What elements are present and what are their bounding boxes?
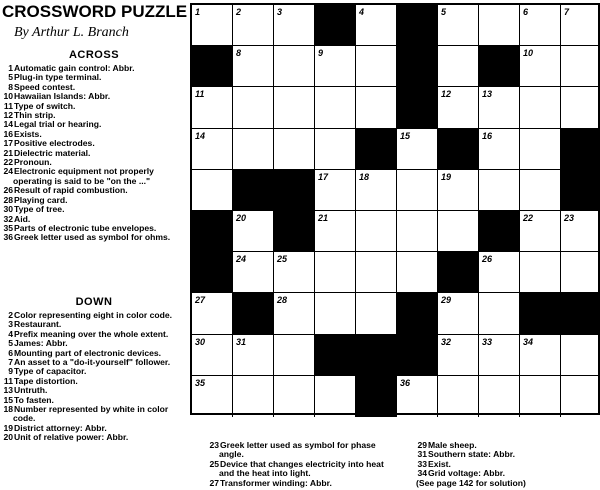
across-list (2, 64, 186, 243)
black-square (274, 211, 315, 252)
cell-number: 14 (195, 130, 206, 141)
cell-number: 36 (400, 377, 411, 388)
clue-number: 19 (3, 422, 13, 433)
clue-text: To fasten. (14, 394, 54, 405)
clue-number: 17 (3, 138, 13, 149)
clue-text: Color representing eight in color code. (14, 310, 173, 320)
grid-cell[interactable] (274, 335, 315, 376)
cell-number: 27 (195, 295, 206, 306)
clue-text: Greek letter used as symbol for phase angle. (219, 440, 376, 460)
grid-cell[interactable] (233, 46, 274, 87)
cell-number: 11 (195, 89, 205, 100)
grid-cell[interactable] (192, 376, 233, 417)
black-square (561, 170, 600, 211)
grid-cell[interactable] (438, 5, 479, 46)
grid-cell[interactable] (520, 376, 561, 417)
black-square (274, 170, 315, 211)
grid-cell[interactable] (479, 376, 520, 417)
black-square (233, 293, 274, 334)
clue-number: 14 (3, 119, 13, 130)
grid-cell[interactable] (233, 211, 274, 252)
grid-cell[interactable] (561, 46, 600, 87)
grid-cell[interactable] (192, 87, 233, 128)
grid-cell[interactable] (438, 87, 479, 128)
clue-text: District attorney: Abbr. (14, 422, 107, 433)
grid-cell[interactable] (274, 293, 315, 334)
grid-cell[interactable] (274, 5, 315, 46)
down-heading: DOWN (75, 296, 113, 308)
grid-cell[interactable] (479, 335, 520, 376)
black-square (356, 335, 397, 376)
black-square (356, 376, 397, 417)
grid-cell[interactable] (520, 87, 561, 128)
cell-number: 9 (318, 48, 324, 59)
grid-cell[interactable] (438, 211, 479, 252)
clue-number: 33 (417, 458, 427, 469)
clue-text: Greek letter used as symbol for ohms. (14, 232, 171, 243)
clue-number: 23 (209, 440, 219, 450)
grid-cell[interactable] (397, 376, 438, 417)
black-square (479, 211, 520, 252)
black-square (233, 170, 274, 211)
black-square (397, 335, 438, 376)
clue-text: Electronic equipment not properly operating is said to be "on the ..." (13, 166, 154, 186)
grid-cell[interactable] (192, 5, 233, 46)
grid-cell[interactable] (274, 46, 315, 87)
grid-cell[interactable] (315, 252, 356, 293)
clue-text: Male sheep. (428, 440, 477, 450)
black-square (192, 46, 233, 87)
clue-text: Automatic gain control: Abbr. (14, 63, 135, 73)
clue-text: Parts of electronic tube envelopes. (14, 222, 157, 233)
grid-cell[interactable] (438, 335, 479, 376)
clue-text: Dielectric material. (14, 147, 91, 158)
clue-text: Thin strip. (14, 110, 56, 121)
down-list-left (2, 311, 186, 443)
grid-cell[interactable] (520, 335, 561, 376)
clue-number: 22 (3, 157, 13, 168)
clue-item (2, 233, 186, 242)
clue-text: Speed contest. (14, 81, 76, 92)
solution-note: (See page 142 for solution) (416, 477, 526, 488)
crossword-grid[interactable] (190, 3, 600, 415)
cell-number: 1 (195, 7, 201, 17)
black-square (315, 5, 356, 46)
grid-cell[interactable] (274, 376, 315, 417)
clue-number: 35 (3, 222, 13, 233)
clue-text: Number represented by white in color code. (13, 404, 169, 424)
cell-number: 16 (482, 130, 493, 141)
clue-text: Type of switch. (14, 100, 76, 111)
clue-text: Device that changes electricity into heat and the heat into light. (219, 458, 384, 479)
down-list-right (416, 441, 600, 479)
grid-cell[interactable] (356, 252, 397, 293)
grid-cell[interactable] (315, 129, 356, 170)
grid-cell[interactable] (233, 129, 274, 170)
clue-text: Restaurant. (14, 319, 62, 330)
clue-text: Result of rapid combustion. (14, 185, 128, 196)
grid-cell[interactable] (520, 252, 561, 293)
grid-cell[interactable] (397, 211, 438, 252)
cell-number: 30 (195, 336, 206, 347)
clue-text: Exist. (428, 458, 451, 469)
grid-cell[interactable] (356, 5, 397, 46)
cell-number: 28 (277, 295, 288, 306)
grid-cell[interactable] (356, 46, 397, 87)
clue-number: 15 (3, 394, 13, 405)
across-heading: ACROSS (68, 49, 120, 61)
grid-cell[interactable] (561, 5, 600, 46)
grid-cell[interactable] (356, 87, 397, 128)
cell-number: 21 (318, 212, 329, 223)
grid-cell[interactable] (192, 293, 233, 334)
grid-cell[interactable] (520, 46, 561, 87)
clue-number: 21 (3, 147, 13, 158)
grid-cell[interactable] (233, 87, 274, 128)
clue-item (208, 460, 398, 479)
grid-cell[interactable] (274, 129, 315, 170)
clue-number: 11 (3, 100, 13, 111)
grid-cell[interactable] (479, 129, 520, 170)
grid-cell[interactable] (315, 46, 356, 87)
clue-number: 4 (8, 328, 13, 339)
grid-cell[interactable] (561, 376, 600, 417)
clue-number: 36 (3, 232, 13, 243)
grid-cell[interactable] (274, 87, 315, 128)
clue-number: 31 (417, 449, 427, 460)
clue-item (2, 405, 186, 424)
grid-cell[interactable] (356, 293, 397, 334)
grid-cell[interactable] (315, 87, 356, 128)
cell-number: 2 (236, 7, 242, 17)
cell-number: 12 (441, 89, 452, 100)
cell-number: 10 (523, 48, 534, 59)
cell-number: 29 (441, 295, 452, 306)
grid-cell[interactable] (192, 129, 233, 170)
grid-cell[interactable] (479, 293, 520, 334)
black-square (397, 46, 438, 87)
black-square (192, 252, 233, 293)
grid-cell[interactable] (520, 5, 561, 46)
cell-number: 17 (318, 171, 329, 182)
black-square (561, 293, 600, 334)
grid-cell[interactable] (479, 170, 520, 211)
grid-cell[interactable] (233, 5, 274, 46)
clue-number: 10 (3, 91, 13, 102)
grid-cell[interactable] (479, 5, 520, 46)
clue-number: 16 (3, 128, 13, 139)
clue-text: Aid. (14, 213, 31, 224)
clue-number: 11 (3, 375, 13, 386)
grid-cell[interactable] (479, 87, 520, 128)
puzzle-title: CROSSWORD PUZZLE (2, 2, 188, 21)
clue-text: Transformer winding: Abbr. (220, 477, 332, 488)
clue-number: 30 (3, 204, 13, 215)
cell-number: 23 (564, 212, 575, 223)
grid-cell[interactable] (356, 170, 397, 211)
clue-number: 27 (209, 477, 219, 488)
black-square (397, 5, 438, 46)
grid-cell[interactable] (397, 252, 438, 293)
black-square (438, 129, 479, 170)
cell-number: 7 (564, 7, 570, 17)
grid-cell[interactable] (479, 252, 520, 293)
clue-text: Hawaiian Islands: Abbr. (14, 91, 111, 102)
grid-cell[interactable] (397, 170, 438, 211)
clue-number: 32 (3, 213, 13, 224)
cell-number: 15 (400, 130, 411, 141)
clue-number: 12 (3, 110, 13, 121)
clue-number: 1 (8, 63, 13, 73)
clue-text: Exists. (14, 128, 42, 139)
clue-item (208, 479, 398, 488)
clue-number: 13 (3, 385, 13, 396)
down-list-right-wrap (416, 441, 600, 488)
clue-text: Type of tree. (14, 204, 65, 215)
clue-text: Tape distortion. (14, 375, 78, 386)
cell-number: 19 (441, 171, 452, 182)
byline: By Arthur L. Branch (14, 25, 129, 40)
clue-number: 7 (8, 357, 13, 368)
black-square (479, 46, 520, 87)
cell-number: 24 (236, 254, 247, 265)
grid-cell[interactable] (438, 376, 479, 417)
clue-text: James: Abbr. (14, 338, 68, 349)
clue-item (2, 167, 186, 186)
clue-text: Mounting part of electronic devices. (14, 347, 162, 358)
cell-number: 18 (359, 171, 370, 182)
clue-text: Legal trial or hearing. (14, 119, 102, 130)
grid-cell[interactable] (561, 252, 600, 293)
cell-number: 6 (523, 7, 529, 17)
clue-number: 3 (8, 319, 13, 330)
clue-number: 20 (3, 432, 13, 443)
cell-number: 33 (482, 336, 493, 347)
clue-item (2, 433, 186, 442)
cell-number: 3 (277, 7, 283, 17)
cell-number: 32 (441, 336, 452, 347)
black-square (315, 335, 356, 376)
clue-text: Untruth. (14, 385, 48, 396)
grid-cell[interactable] (520, 170, 561, 211)
black-square (356, 129, 397, 170)
clue-number: 5 (8, 338, 13, 349)
grid-cell[interactable] (520, 129, 561, 170)
black-square (397, 293, 438, 334)
clue-text: Plug-in type terminal. (14, 72, 102, 83)
clue-text: Playing card. (14, 194, 68, 205)
grid-cell[interactable] (561, 87, 600, 128)
black-square (438, 252, 479, 293)
black-square (520, 293, 561, 334)
across-clues (2, 49, 186, 243)
clue-text: Positive electrodes. (14, 138, 95, 149)
clue-number: 29 (417, 440, 427, 450)
black-square (192, 211, 233, 252)
cell-number: 31 (236, 336, 247, 347)
clue-number: 28 (3, 194, 13, 205)
grid-cell[interactable] (233, 376, 274, 417)
cell-number: 8 (236, 48, 242, 59)
clue-number: 5 (8, 72, 13, 83)
grid-cell[interactable] (315, 211, 356, 252)
clue-number: 26 (3, 185, 13, 196)
clue-number: 34 (417, 468, 427, 479)
grid-cell[interactable] (356, 211, 397, 252)
clue-number: 9 (8, 366, 13, 377)
grid-cell[interactable] (315, 293, 356, 334)
grid-cell[interactable] (438, 293, 479, 334)
grid-cell[interactable] (397, 129, 438, 170)
clue-number: 24 (3, 166, 13, 177)
grid-cell[interactable] (561, 211, 600, 252)
cell-number: 13 (482, 89, 493, 100)
clue-number: 2 (8, 310, 13, 320)
grid-cell[interactable] (315, 376, 356, 417)
clue-text: Prefix meaning over the whole extent. (14, 328, 169, 339)
grid-cell[interactable] (233, 335, 274, 376)
clue-text: An asset to a "do-it-yourself" follower. (14, 357, 171, 368)
clue-text: Type of capacitor. (14, 366, 87, 377)
cell-number: 4 (359, 7, 365, 17)
grid-cell[interactable] (438, 46, 479, 87)
cell-number: 26 (482, 254, 493, 265)
grid-cell[interactable] (315, 170, 356, 211)
black-square (397, 87, 438, 128)
grid-cell[interactable] (233, 252, 274, 293)
clue-item (208, 441, 398, 460)
clue-text: Grid voltage: Abbr. (428, 468, 506, 479)
black-square (561, 129, 600, 170)
cell-number: 34 (523, 336, 534, 347)
clue-number: 25 (209, 458, 219, 469)
down-list-middle (208, 441, 398, 488)
grid-cell[interactable] (438, 170, 479, 211)
grid-cell[interactable] (520, 211, 561, 252)
down-clues (2, 296, 186, 443)
clue-number: 8 (8, 81, 13, 92)
clue-text: Unit of relative power: Abbr. (14, 432, 129, 443)
clue-text: Pronoun. (14, 157, 52, 168)
grid-cell[interactable] (274, 252, 315, 293)
grid-cell[interactable] (561, 335, 600, 376)
clue-text: Southern state: Abbr. (428, 449, 516, 460)
clue-number: 6 (8, 347, 13, 358)
grid-cell[interactable] (192, 335, 233, 376)
cell-number: 20 (236, 212, 247, 223)
cell-number: 22 (523, 212, 534, 223)
clue-number: 18 (3, 404, 13, 415)
cell-number: 25 (277, 254, 288, 265)
cell-number: 35 (195, 377, 206, 388)
grid-cell[interactable] (192, 170, 233, 211)
cell-number: 5 (441, 7, 447, 17)
